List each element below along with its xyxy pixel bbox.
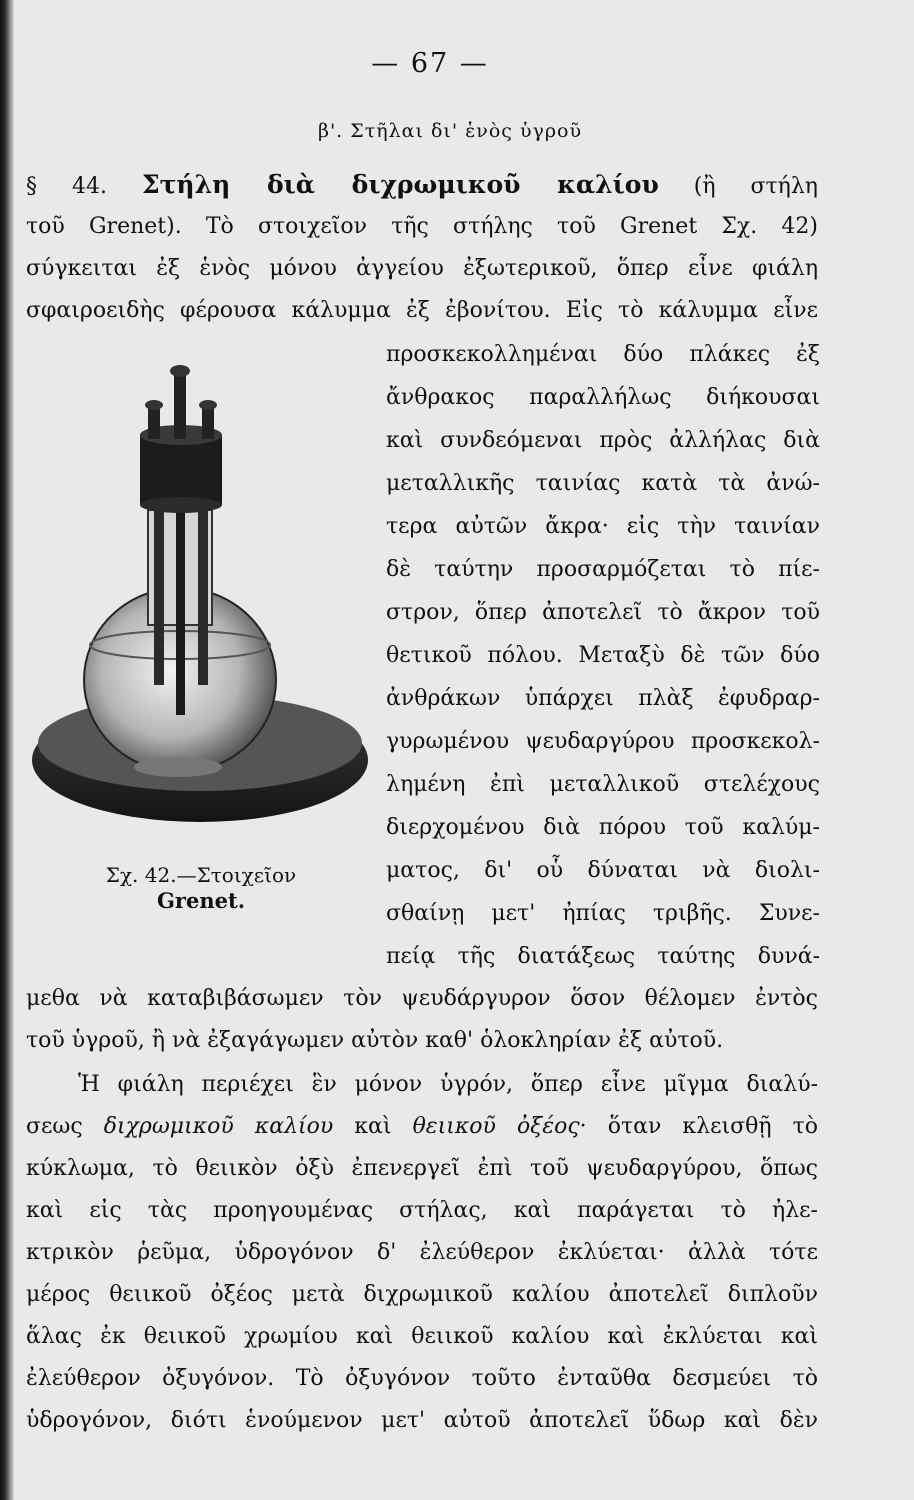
text-line: γυρωμένου ψευδαργύρου προσκεκολ- <box>386 729 820 754</box>
grenet-cell-figure <box>30 355 370 855</box>
text-line: καὶ εἰς τὰς προηγουμένας στήλας, καὶ παράγεται τὸ ἠλε- <box>26 1198 818 1223</box>
text-line: ματος, δι' οὗ δύναται νὰ διολι- <box>386 858 820 883</box>
text-line: στρον, ὅπερ ἀποτελεῖ τὸ ἄκρον τοῦ <box>386 600 820 625</box>
page-number: — 67 — <box>371 48 489 79</box>
text-line: τοῦ Grenet). Τὸ στοιχεῖον τῆς στήλης τοῦ Grenet Σχ. 42) <box>26 214 818 239</box>
text-line: τοῦ ὑγροῦ, ἢ νὰ ἐξαγάγωμεν αὐτὸν καθ' ὁλοκληρίαν ἐξ αὐτοῦ. <box>26 1028 724 1053</box>
central-rod <box>174 375 186 439</box>
italic-term: διχρωμικοῦ καλίου <box>103 1114 334 1139</box>
text-line: κτρικὸν ῥεῦμα, ὑδρογόνον δ' ἐλεύθερον ἐκλύεται· ἀλλὰ τότε <box>26 1240 818 1265</box>
italic-term: θειικοῦ ὀξέος· <box>412 1114 587 1139</box>
flask-foot <box>134 757 222 777</box>
grenet-cell-illustration <box>30 355 370 855</box>
text-line: ὑδρογόνον, διότι ἑνούμενον μετ' αὐτοῦ ἀποτελεῖ ὕδωρ καὶ δὲν <box>26 1408 818 1433</box>
text-line: κύκλωμα, τὸ θειικὸν ὀξὺ ἐπενεργεῖ ἐπὶ τοῦ ψευδαργύρου, ὅπως <box>26 1156 818 1181</box>
text-line: καὶ συνδεόμεναι πρὸς ἀλλήλας διὰ <box>386 428 820 453</box>
text-line: ἐλεύθερον ὀξυγόνον. Τὸ ὀξυγόνον τοῦτο ἐνταῦθα δεσμεύει τὸ <box>26 1366 818 1391</box>
text-line: πείᾳ τῆς διατάξεως ταύτης δυνά- <box>386 944 820 969</box>
terminal-knob-left <box>145 400 163 410</box>
text-line: μεθα νὰ καταβιβάσωμεν τὸν ψευδάργυρον ὅσον θέλομεν ἐντὸς <box>26 986 818 1011</box>
text-line: διερχομένου διὰ πόρου τοῦ καλύμ- <box>386 815 820 840</box>
text-line: σφαιροειδὴς φέρουσα κάλυμμα ἐξ ἐβονίτου. Εἰς τὸ κάλυμμα εἶνε <box>26 298 818 323</box>
text-span: καὶ <box>354 1114 392 1139</box>
section-title-rest: (ἢ στήλη <box>693 174 818 199</box>
text-line: τερα αὐτῶν ἄκρα· εἰς τὴν ταινίαν <box>386 514 820 539</box>
terminal-left <box>148 407 160 439</box>
text-line: Ἡ φιάλη περιέχει ἓν μόνον ὑγρόν, ὅπερ εἶνε μῖγμα διαλύ- <box>78 1072 818 1097</box>
ebonite-cap <box>140 435 222 505</box>
text-line: μεταλλικῆς ταινίας κατὰ τὰ ἀνώ- <box>386 471 820 496</box>
caption-name: Grenet. <box>157 888 245 913</box>
book-binding-edge <box>0 0 14 1500</box>
text-line-mixed <box>26 1112 818 1142</box>
rod-knob <box>170 365 190 377</box>
zinc-plate-rod <box>176 495 185 715</box>
figure-caption <box>76 862 326 914</box>
carbon-plate-left <box>154 505 164 685</box>
text-line: ἀνθράκων ὑπάρχει πλὰξ ἐφυδραρ- <box>386 686 820 711</box>
section-number: § 44. <box>26 174 107 199</box>
cap-bottom <box>140 497 222 513</box>
terminal-right <box>202 407 214 439</box>
text-line: σύγκειται ἐξ ἑνὸς μόνου ἀγγείου ἐξωτερικοῦ, ὅπερ εἶνε φιάλη <box>26 256 818 281</box>
carbon-plate-right <box>198 505 208 685</box>
text-line: σθαίνῃ μετ' ἠπίας τριβῆς. Συνε- <box>386 901 820 926</box>
subsection-heading: β'. Στῆλαι δι' ἑνὸς ὑγροῦ <box>317 120 583 142</box>
text-line: μέρος θειικοῦ ὀξέος μετὰ διχρωμικοῦ καλίου ἀποτελεῖ διπλοῦν <box>26 1282 818 1307</box>
text-span: ὅταν κλεισθῇ τὸ <box>607 1114 818 1139</box>
text-line: ἅλας ἐκ θειικοῦ χρωμίου καὶ θειικοῦ καλίου καὶ ἐκλύεται καὶ <box>26 1324 818 1349</box>
text-line: δὲ ταύτην προσαρμόζεται τὸ πίε- <box>386 557 820 582</box>
text-span: σεως <box>26 1114 83 1139</box>
terminal-knob-right <box>199 400 217 410</box>
section-heading <box>26 170 818 202</box>
text-line: ἄνθρακος παραλλήλως διήκουσαι <box>386 385 820 410</box>
caption-prefix: Σχ. 42.—Στοιχεῖον <box>105 863 297 887</box>
section-title: Στήλη διὰ διχρωμικοῦ καλίου <box>141 170 659 199</box>
text-line: λημένη ἐπὶ μεταλλικοῦ στελέχους <box>386 772 820 797</box>
text-line: προσκεκολλημέναι δύο πλάκες ἐξ <box>386 342 820 367</box>
text-line: θετικοῦ πόλου. Μεταξὺ δὲ τῶν δύο <box>386 643 820 668</box>
